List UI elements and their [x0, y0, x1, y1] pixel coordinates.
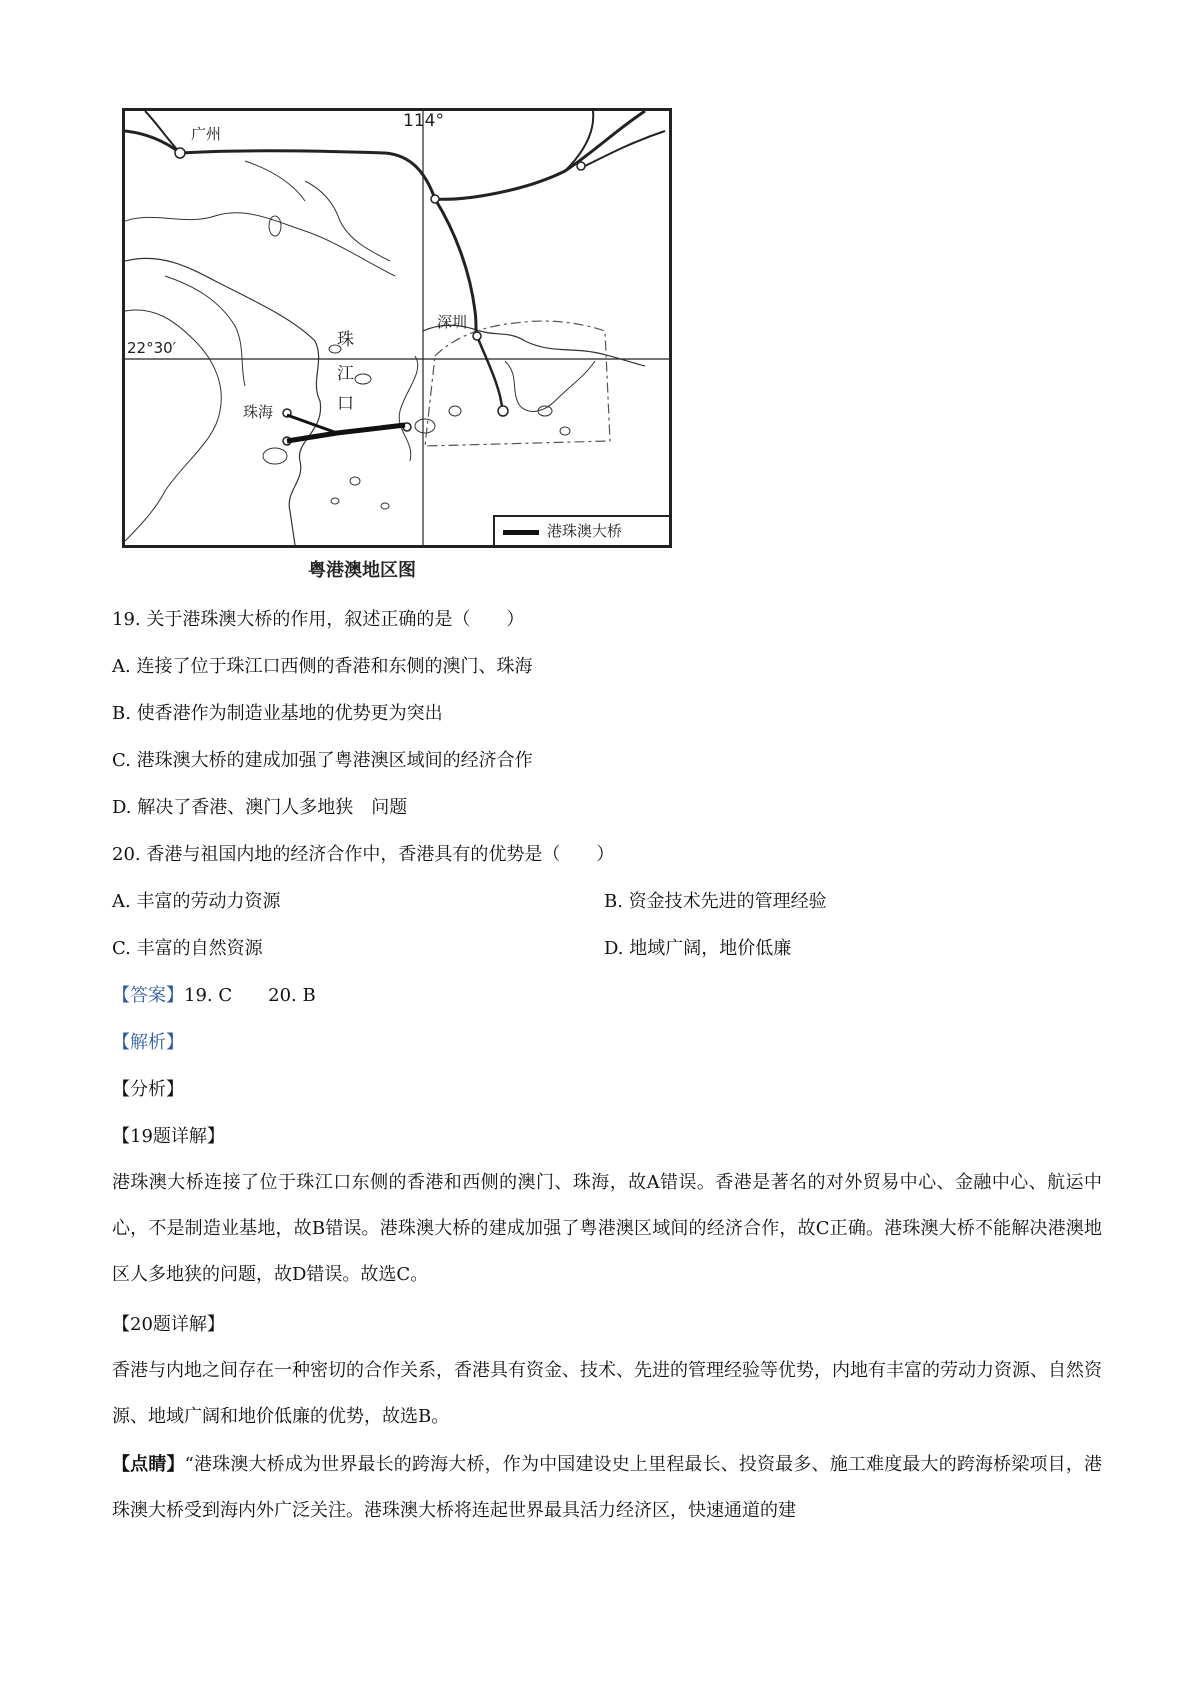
west-coast: [125, 258, 321, 545]
river-3: [245, 161, 305, 201]
tip-paragraph: [112, 1442, 1102, 1534]
map-drawing: [125, 111, 669, 545]
hk-coast: [505, 361, 595, 411]
river-2: [305, 181, 390, 261]
label-shenzhen: 深圳: [437, 313, 468, 331]
q19-option-c: C. 港珠澳大桥的建成加强了粤港澳区域间的经济合作: [112, 750, 533, 771]
q20-option-b: B. 资金技术先进的管理经验: [604, 891, 827, 912]
legend-label: 港珠澳大桥: [547, 522, 623, 540]
answer-label: 【答案】: [112, 985, 184, 1006]
hongkong-dot: [498, 406, 508, 416]
tip-label: 【点睛】: [112, 1454, 185, 1475]
label-jiang: 江: [337, 364, 354, 384]
legend-bridge-swatch: [503, 530, 539, 535]
q19-option-a: A. 连接了位于珠江口西侧的香港和东侧的澳门、珠海: [112, 656, 533, 677]
tip-text: “港珠澳大桥成为世界最长的跨海大桥，作为中国建设史上里程最长、投资最多、施工难度最大的跨海桥梁项目，港珠澳大桥受到海内外广泛关注。港珠澳大桥将连起世界最具活力经济区，快速通道的建: [112, 1454, 1102, 1521]
label-guangzhou: 广州: [191, 125, 222, 143]
bridge-line: [287, 425, 405, 441]
q19-stem: 19. 关于港珠澳大桥的作用，叙述正确的是（ ）: [112, 609, 525, 630]
railway-nw: [145, 111, 180, 153]
shenzhen-dot: [473, 332, 481, 340]
answer-value: 19. C 20. B: [184, 985, 316, 1006]
label-zhu: 珠: [337, 330, 354, 350]
lantau-coast: [399, 356, 418, 461]
detail20-text: 香港与内地之间存在一种密切的合作关系，香港具有资金、技术、先进的管理经验等优势，内地有丰富的劳动力资源、自然资源、地域广阔和地价低廉的优势，故选B。: [112, 1360, 1102, 1427]
river-branch: [165, 276, 245, 386]
detail19-text: 港珠澳大桥连接了位于珠江口东侧的香港和西侧的澳门、珠海，故A错误。香港是著名的对外贸易中心、金融中心、航运中心，不是制造业基地，故B错误。港珠澳大桥的建成加强了粤港澳区域间的经济合作，故C正确。港珠澳大桥不能解决港澳地区人多地狭的问题，故D错误。故选C。: [112, 1172, 1102, 1285]
bridge-branch: [287, 415, 337, 433]
label-latitude: 22°30′: [127, 339, 177, 357]
q20-option-a: A. 丰富的劳动力资源: [112, 891, 281, 912]
label-kou: 口: [337, 394, 354, 414]
answer-line: [112, 984, 316, 1008]
q20-option-c: C. 丰富的自然资源: [112, 938, 263, 959]
map-frame: [122, 108, 672, 548]
region-map: [122, 108, 678, 581]
railway-hk: [477, 336, 503, 411]
q20-stem: 20. 香港与祖国内地的经济合作中，香港具有的优势是（ ）: [112, 844, 615, 865]
detail20-label: 【20题详解】: [112, 1314, 225, 1335]
guangzhou-dot: [175, 148, 185, 158]
map-caption: 粤港澳地区图: [308, 560, 416, 581]
fenxi-label: 【分析】: [112, 1079, 184, 1100]
detail19-label: 【19题详解】: [112, 1126, 225, 1147]
map-legend: [493, 515, 669, 545]
q19-option-d: D. 解决了香港、澳门人多地狭 问题: [112, 797, 408, 818]
hk-boundary: [425, 321, 610, 446]
analysis-label: 【解析】: [112, 1032, 184, 1053]
q20-option-d: D. 地域广阔，地价低廉: [604, 938, 792, 959]
q19-option-b: B. 使香港作为制造业基地的优势更为突出: [112, 703, 443, 724]
label-longitude: 114°: [403, 111, 444, 131]
label-zhuhai: 珠海: [243, 403, 274, 421]
river-north: [125, 213, 395, 276]
